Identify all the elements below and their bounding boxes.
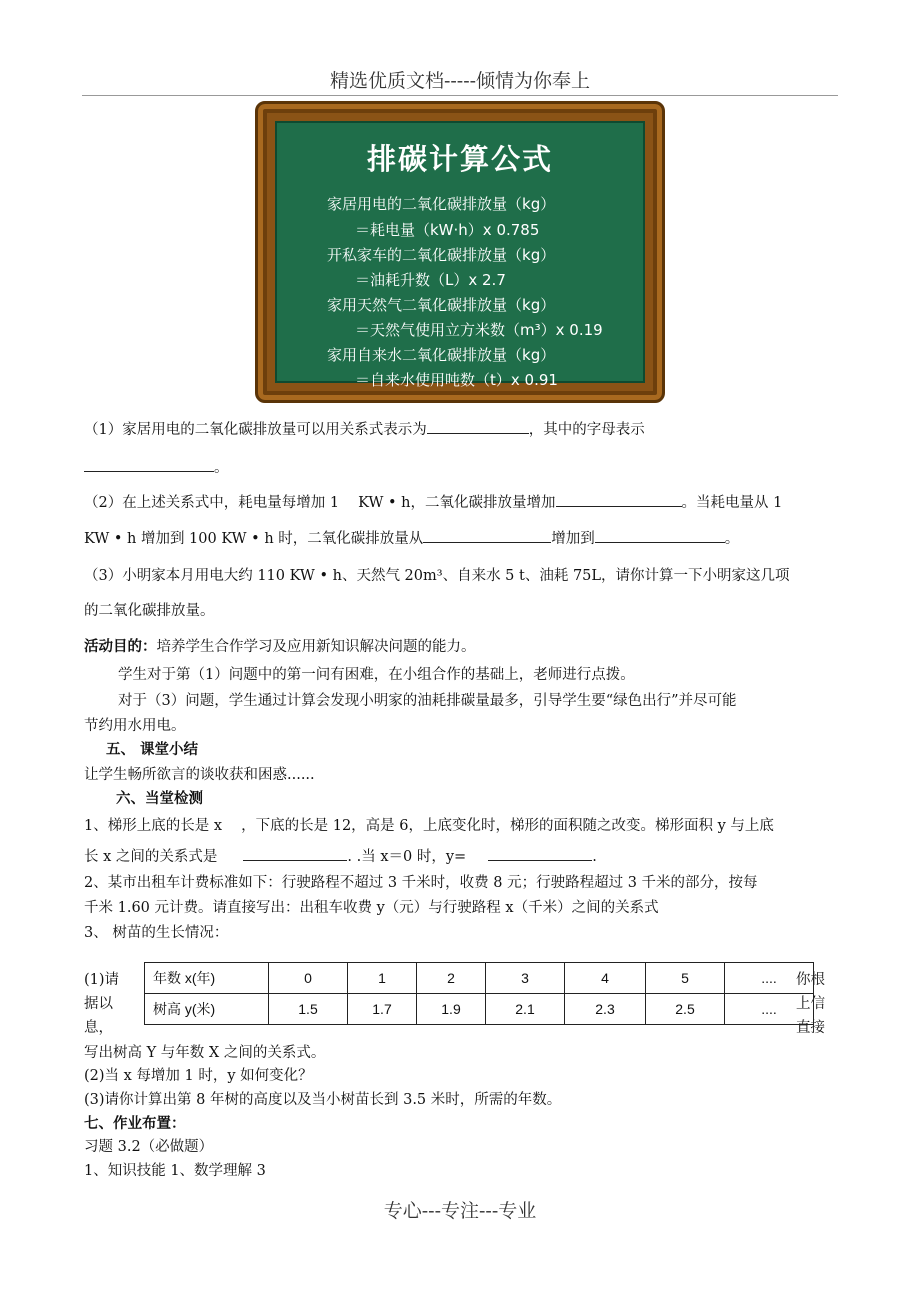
q1-blank-relation — [427, 419, 529, 434]
board-line-6: ＝天然气使用立方米数（m³）x 0.19 — [355, 321, 603, 339]
board-line-1: 家居用电的二氧化碳排放量（kg） — [327, 195, 556, 213]
chalkboard-surface — [275, 121, 645, 389]
table-header-year: 年数 x(年) — [145, 963, 269, 994]
tree-growth-table — [144, 962, 814, 1025]
q2-blank-to — [595, 528, 725, 543]
formula-chalkboard — [255, 101, 665, 403]
table-cell: 2.5 — [646, 994, 725, 1025]
board-line-3: 开私家车的二氧化碳排放量（kg） — [327, 246, 556, 264]
q1-blank-letters — [84, 457, 214, 472]
test-q1-text-b: 长 x 之间的关系式是 — [84, 849, 218, 865]
test-q2-line-2: 千米 1.60 元计费。请直接写出：出租车收费 y（元）与行驶路程 x（千米）之间的关系式 — [84, 900, 659, 916]
test-q3-after-1: 写出树高 Y 与年数 X 之间的关系式。 — [84, 1045, 326, 1061]
table-cell: 4 — [565, 963, 646, 994]
test-q3-after-3: (3)请你计算出第 8 年树的高度以及当小树苗长到 3.5 米时，所需的年数。 — [84, 1092, 562, 1108]
board-line-5: 家用天然气二氧化碳排放量（kg） — [327, 296, 556, 314]
section-5-text: 让学生畅所欲言的谈收获和困惑...... — [84, 767, 315, 783]
test-q1-text-c: . .当 x＝0 时，y= — [347, 849, 467, 865]
test-q3-left-1: (1)请 — [84, 972, 120, 988]
section-7-line-1: 习题 3.2（必做题） — [84, 1139, 214, 1155]
question-3-line-2: 的二氧化碳排放量。 — [84, 603, 215, 619]
test-q3-right-1: 你根 — [796, 972, 825, 988]
chalkboard-title: 排碳计算公式 — [366, 142, 553, 176]
test-q3-right-2: 上信 — [796, 996, 825, 1012]
test-q3-title: 3、 树苗的生长情况： — [84, 925, 229, 941]
board-line-4: ＝油耗升数（L）x 2.7 — [355, 271, 506, 289]
activity-purpose — [84, 635, 476, 656]
activity-para-2-line-1: 对于（3）问题，学生通过计算会发现小明家的油耗排碳量最多，引导学生要“绿色出行”并尽可能 — [118, 693, 737, 709]
test-q3-left-3: 息， — [84, 1020, 113, 1036]
test-q1-line-1: 1、梯形上底的长是 x ，下底的长是 12，高是 6，上底变化时，梯形的面积随之改变。梯形面积 y 与上底 — [84, 818, 774, 834]
table-cell: .... — [725, 963, 814, 994]
q2-blank-from — [423, 528, 551, 543]
table-cell: 5 — [646, 963, 725, 994]
board-line-7: 家用自来水二氧化碳排放量（kg） — [327, 346, 556, 364]
test-q1-line-2 — [84, 845, 597, 866]
q2-text-c: KW • h 增加到 100 KW • h 时，二氧化碳排放量从 — [84, 531, 424, 547]
q1-text-c: 。 — [214, 460, 229, 476]
test-q1-blank-relation — [243, 846, 347, 861]
table-cell: 0 — [269, 963, 348, 994]
section-7-line-2: 1、知识技能 1、数学理解 3 — [84, 1163, 266, 1179]
activity-para-1: 学生对于第（1）问题中的第一问有困难，在小组合作的基础上，老师进行点拨。 — [118, 667, 635, 683]
header-rule — [82, 95, 838, 96]
board-line-8: ＝自来水使用吨数（t）x 0.91 — [355, 371, 558, 389]
page-header: 精选优质文档-----倾情为你奉上 — [329, 70, 591, 92]
test-q3-right-3: 直接 — [796, 1020, 825, 1036]
activity-text: 培养学生合作学习及应用新知识解决问题的能力。 — [156, 639, 476, 655]
table-cell: 1.9 — [417, 994, 486, 1025]
q1-text-b: ，其中的字母表示 — [528, 422, 645, 438]
question-2-line-2 — [84, 527, 739, 548]
section-6-title: 六、当堂检测 — [116, 790, 203, 807]
question-1-line-2 — [84, 456, 229, 477]
table-cell: 2.1 — [486, 994, 565, 1025]
board-line-2: ＝耗电量（kW·h）x 0.785 — [355, 221, 540, 239]
table-row-heights — [145, 994, 814, 1025]
q2-text-a: （2）在上述关系式中，耗电量每增加 1 KW • h，二氧化碳排放量增加 — [84, 495, 556, 511]
question-3-line-1: （3）小明家本月用电大约 110 KW • h、天然气 20m³、自来水 5 t、油耗 75L，请你计算一下小明家这几项 — [84, 568, 790, 584]
question-2-line-1 — [84, 491, 782, 512]
q2-text-d: 增加到 — [551, 531, 595, 547]
test-q1-text-d: . — [592, 849, 597, 865]
test-q3-left-2: 据以 — [84, 996, 113, 1012]
q2-text-b: 。当耗电量从 1 — [681, 495, 783, 511]
table-cell: 1 — [348, 963, 417, 994]
activity-label: 活动目的： — [84, 638, 157, 655]
activity-para-2-line-2: 节约用水用电。 — [84, 718, 186, 734]
section-7-title: 七、作业布置： — [84, 1115, 186, 1132]
q2-text-e: 。 — [724, 531, 740, 547]
q2-blank-increase — [556, 492, 682, 507]
table-row-years — [145, 963, 814, 994]
test-q2-line-1: 2、某市出租车计费标准如下：行驶路程不超过 3 千米时，收费 8 元；行驶路程超过 3 千米的部分，按每 — [84, 875, 758, 891]
table-cell: 1.5 — [269, 994, 348, 1025]
table-cell: 2 — [417, 963, 486, 994]
table-cell: .... — [725, 994, 814, 1025]
table-cell: 1.7 — [348, 994, 417, 1025]
section-5-title: 五、 课堂小结 — [106, 741, 199, 758]
test-q1-blank-value — [488, 846, 592, 861]
table-header-height: 树高 y(米) — [145, 994, 269, 1025]
question-1-line-1 — [84, 418, 645, 439]
test-q3-after-2: (2)当 x 每增加 1 时，y 如何变化？ — [84, 1068, 313, 1084]
q1-text-a: （1）家居用电的二氧化碳排放量可以用关系式表示为 — [84, 422, 427, 438]
table-cell: 3 — [486, 963, 565, 994]
table-cell: 2.3 — [565, 994, 646, 1025]
page-footer: 专心---专注---专业 — [383, 1200, 537, 1222]
